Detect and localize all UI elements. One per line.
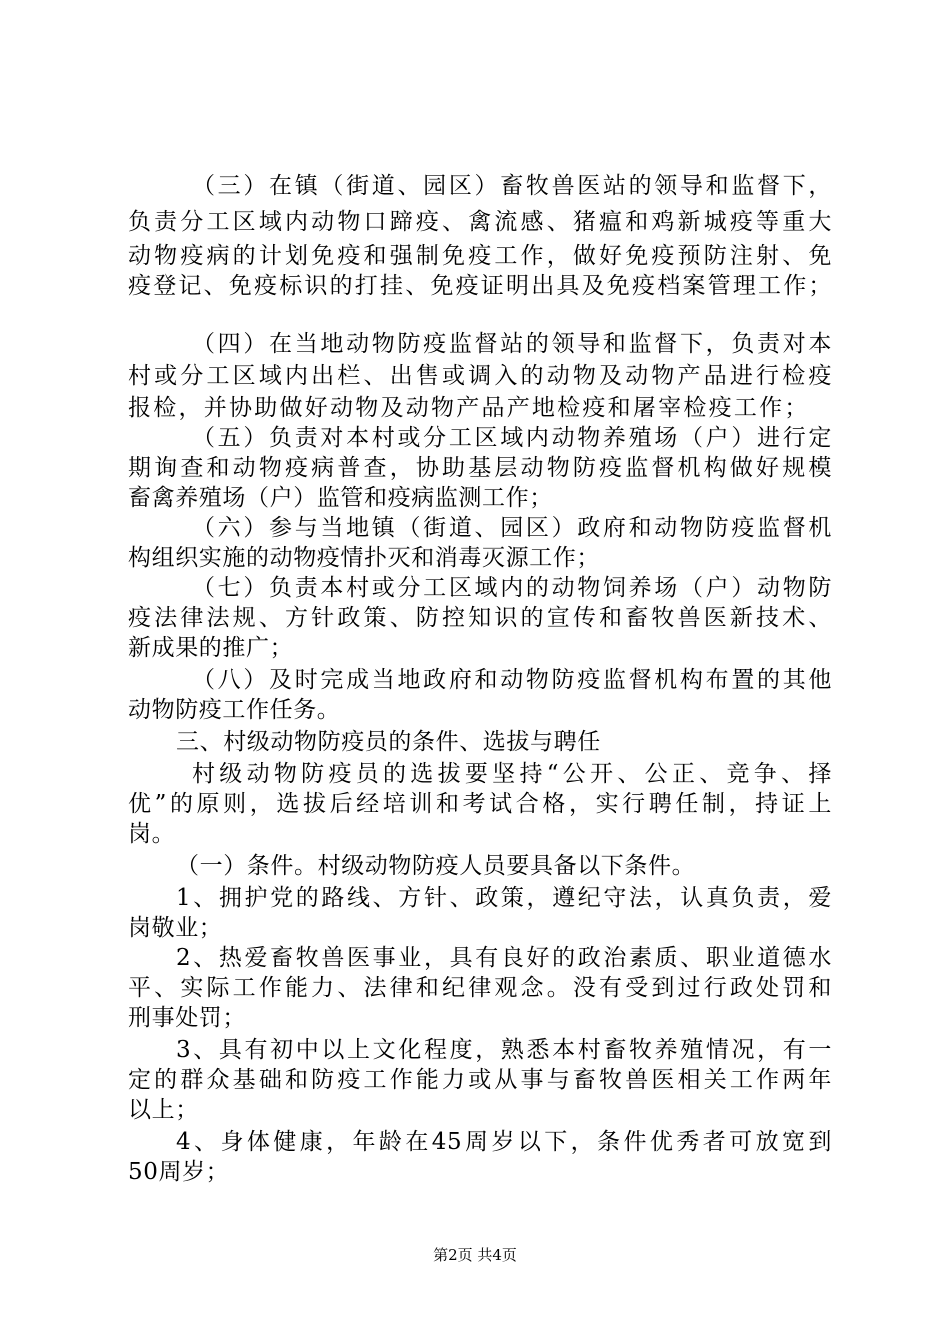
paragraph-line: 期询查和动物疫病普查，协助基层动物防疫监督机构做好规模 [128, 455, 832, 481]
paragraph-line: 以上； [128, 1097, 199, 1123]
paragraph-line: （六）参与当地镇（街道、园区）政府和动物防疫监督机 [192, 515, 832, 541]
paragraph-line: 3、具有初中以上文化程度，熟悉本村畜牧养殖情况，有一 [176, 1037, 832, 1063]
paragraph-line: 构组织实施的动物疫情扑灭和消毒灭源工作； [128, 545, 600, 571]
paragraph-line: 平、实际工作能力、法律和纪律观念。没有受到过行政处罚和 [128, 975, 832, 1001]
paragraph-line: 定的群众基础和防疫工作能力或从事与畜牧兽医相关工作两年 [128, 1067, 832, 1093]
section-heading: 三、村级动物防疫员的条件、选拔与聘任 [176, 729, 601, 755]
paragraph-line: （五）负责对本村或分工区域内动物养殖场（户）进行定 [192, 425, 832, 451]
paragraph-line: （三）在镇（街道、园区）畜牧兽医站的领导和监督下， [192, 173, 832, 199]
paragraph-line: 村或分工区域内出栏、出售或调入的动物及动物产品进行检疫 [128, 363, 832, 389]
paragraph-line: 刑事处罚； [128, 1005, 246, 1031]
paragraph-line: （七）负责本村或分工区域内的动物饲养场（户）动物防 [192, 575, 832, 601]
paragraph-line: 4、身体健康，年龄在45周岁以下，条件优秀者可放宽到 [176, 1129, 832, 1155]
paragraph-line: 优”的原则，选拔后经培训和考试合格，实行聘任制，持证上 [128, 791, 832, 817]
paragraph-line: 畜禽养殖场（户）监管和疫病监测工作； [128, 485, 553, 511]
paragraph-line: 疫登记、免疫标识的打挂、免疫证明出具及免疫档案管理工作； [128, 273, 832, 299]
paragraph-line: 1、拥护党的路线、方针、政策，遵纪守法，认真负责，爱 [176, 885, 832, 911]
paragraph-line: （一）条件。村级动物防疫人员要具备以下条件。 [176, 853, 696, 879]
paragraph-line: 2、热爱畜牧兽医事业，具有良好的政治素质、职业道德水 [176, 945, 832, 971]
paragraph-line: 村级动物防疫员的选拔要坚持“公开、公正、竞争、择 [192, 761, 832, 787]
paragraph-line: 岗敬业； [128, 915, 223, 941]
paragraph-line: （八）及时完成当地政府和动物防疫监督机构布置的其他 [192, 667, 832, 693]
paragraph-line: 新成果的推广； [128, 635, 294, 661]
paragraph-line: 疫法律法规、方针政策、防控知识的宣传和畜牧兽医新技术、 [128, 605, 832, 631]
paragraph-line: 50周岁； [128, 1159, 230, 1185]
paragraph-line: （四）在当地动物防疫监督站的领导和监督下，负责对本 [192, 331, 832, 357]
paragraph-line: 动物防疫工作任务。 [128, 697, 341, 723]
page-number-footer: 第2页 共4页 [433, 1246, 517, 1264]
paragraph-line: 动物疫病的计划免疫和强制免疫工作，做好免疫预防注射、免 [128, 243, 832, 269]
paragraph-line: 报检，并协助做好动物及动物产品产地检疫和屠宰检疫工作； [128, 395, 808, 421]
paragraph-line: 岗。 [128, 821, 176, 847]
paragraph-line: 负责分工区域内动物口蹄疫、禽流感、猪瘟和鸡新城疫等重大 [128, 209, 832, 235]
